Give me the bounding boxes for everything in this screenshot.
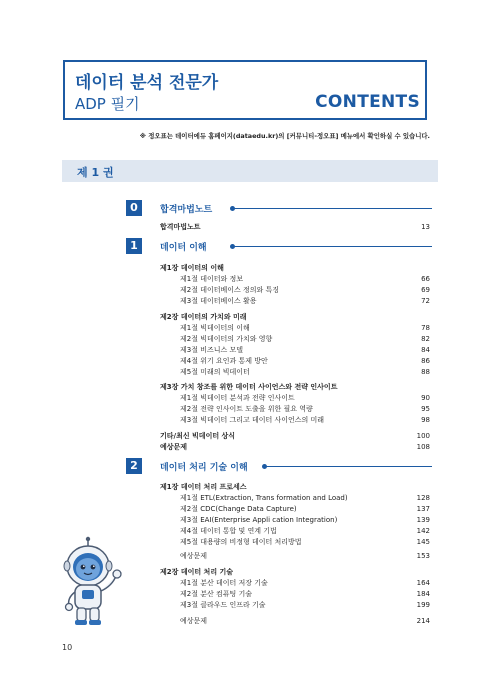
book-title: 데이터 분석 전문가: [75, 73, 219, 93]
section-number: 2: [126, 458, 142, 474]
toc-chapter: 제2장 데이터 처리 기술: [160, 568, 234, 576]
toc-chapter: 제1장 데이터 처리 프로세스: [160, 483, 247, 491]
toc-entry: 제3절 데이터베이스 활용 72: [180, 297, 430, 305]
toc-entry: 제3절 클라우드 인프라 기술 199: [180, 601, 430, 609]
toc-entry: 합격마법노트 13: [160, 223, 430, 231]
toc-entry: 제2절 분산 컴퓨팅 기술 184: [180, 590, 430, 598]
toc-entry: 예상문제 153: [180, 552, 430, 560]
toc-entry: 제1절 빅데이터 분석과 전략 인사이트 90: [180, 394, 430, 402]
toc-entry: 제1절 빅데이터의 이해 78: [180, 324, 430, 332]
toc-entry: 제4절 위기 요인과 통제 방안 86: [180, 357, 430, 365]
toc-entry: 제2절 전략 인사이트 도출을 위한 필요 역량 95: [180, 405, 430, 413]
toc-entry: 제5절 대용량의 비정형 데이터 처리방법 145: [180, 538, 430, 546]
toc-entry: 제1절 ETL(Extraction, Trans formation and Load) 128: [180, 494, 430, 502]
contents-label: CONTENTS: [315, 92, 420, 112]
toc-chapter: 제2장 데이터의 가치와 미래: [160, 313, 247, 321]
toc-entry: 제2절 데이터베이스 정의와 특징 69: [180, 286, 430, 294]
section-dot-icon: [230, 244, 235, 249]
page-number: 10: [62, 643, 73, 652]
toc-entry: 제3절 비즈니스 모델 84: [180, 346, 430, 354]
section-title: 데이터 이해: [160, 243, 207, 253]
section-rule: [264, 466, 432, 467]
section-number: 0: [126, 200, 142, 216]
toc-entry: 제3절 빅데이터 그리고 데이터 사이언스의 미래 98: [180, 416, 430, 424]
section-number: 1: [126, 238, 142, 254]
section-rule: [232, 246, 432, 247]
section-rule: [232, 208, 432, 209]
toc-entry: 제3절 EAI(Enterprise Appli cation Integration) 139: [180, 516, 430, 524]
toc-entry: 제2절 빅데이터의 가치와 영향 82: [180, 335, 430, 343]
toc-entry: 제2절 CDC(Change Data Capture) 137: [180, 505, 430, 513]
toc-entry: 예상문제 214: [180, 617, 430, 625]
toc-chapter: 제1장 데이터의 이해: [160, 264, 224, 272]
toc-entry: 제1절 데이터와 정보 66: [180, 275, 430, 283]
section-title: 합격마법노트: [160, 205, 213, 215]
toc-entry: 제1절 분산 데이터 저장 기술 164: [180, 579, 430, 587]
toc-entry: 기타/최신 빅데이터 상식 100: [160, 432, 430, 440]
toc-entry: 예상문제 108: [160, 443, 430, 451]
astronaut-mascot-icon: [58, 536, 132, 628]
book-subtitle: ADP 필기: [75, 95, 140, 113]
toc-entry: 제4절 데이터 통합 및 연계 기법 142: [180, 527, 430, 535]
volume-band: [62, 160, 438, 182]
volume-label: 제 1 권: [77, 166, 114, 179]
errata-notice: ※ 정오표는 데이터에듀 홈페이지(dataedu.kr)의 [커뮤니티-정오표] 메뉴에서 확인하실 수 있습니다.: [139, 132, 430, 140]
toc-entry: 제5절 미래의 빅데이터 88: [180, 368, 430, 376]
section-dot-icon: [230, 206, 235, 211]
section-dot-icon: [262, 464, 267, 469]
toc-chapter: 제3장 가치 창조를 위한 데이터 사이언스와 전략 인사이트: [160, 383, 338, 391]
section-title: 데이터 처리 기술 이해: [160, 463, 248, 473]
